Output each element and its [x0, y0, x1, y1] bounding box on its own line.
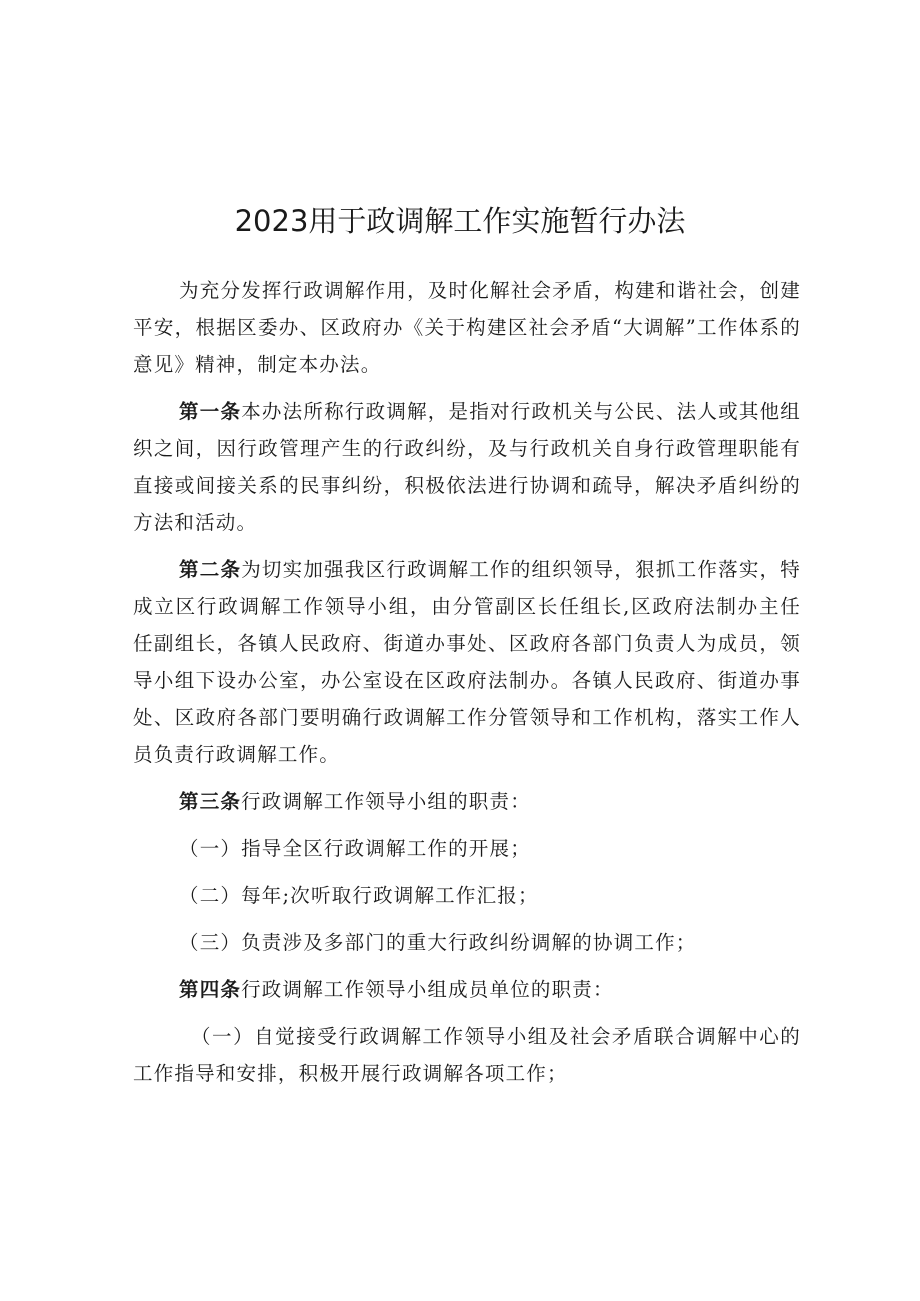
article-1-text: 本办法所称行政调解，是指对行政机关与公民、法人或其他组织之间，因行政管理产生的行政纠纷，及与行政机关自身行政管理职能有直接或间接关系的民事纠纷，积极依法进行协调和疏导，解决矛盾纠纷的方法和活动。: [133, 400, 801, 534]
article-1-label: 第一条: [179, 400, 242, 423]
article-3-text: 行政调解工作领导小组的职责：: [241, 790, 531, 813]
article-3-item-3: （三）负责涉及多部门的重大行政纠纷调解的协调工作；: [179, 931, 697, 954]
article-4-label: 第四条: [179, 978, 242, 1001]
article-3-item-1: （一）指导全区行政调解工作的开展；: [179, 837, 531, 860]
article-2-paragraph: [133, 551, 801, 773]
article-2-text: 为切实加强我区行政调解工作的组织领导，狠抓工作落实，特成立区行政调解工作领导小组，由分管副区长任组长,区政府法制办主任任副组长，各镇人民政府、街道办事处、区政府各部门负责人为成员，领导小组下设办公室，办公室设在区政府法制办。各镇人民政府、街道办事处、区政府各部门要明确行政调解工作分管领导和工作机构，落实工作人员负责行政调解工作。: [133, 558, 801, 766]
article-4-paragraph: [133, 971, 801, 1008]
article-3-item-2: （二）每年;次听取行政调解工作汇报；: [179, 884, 539, 907]
article-3-label: 第三条: [179, 790, 242, 813]
article-3-paragraph: [133, 783, 801, 820]
article-2-label: 第二条: [179, 558, 242, 581]
document-title: 2023用于政调解工作实施暂行办法: [234, 204, 686, 238]
document-body: [133, 272, 801, 1092]
article-4-item-1: （一）自觉接受行政调解工作领导小组及社会矛盾联合调解中心的工作指导和安排，积极开展行政调解各项工作；: [133, 1025, 801, 1085]
article-1-paragraph: [133, 393, 801, 541]
article-4-text: 行政调解工作领导小组成员单位的职责：: [241, 978, 614, 1001]
preamble-paragraph: 为充分发挥行政调解作用，及时化解社会矛盾，构建和谐社会，创建平安，根据区委办、区政府办《关于构建区社会矛盾“大调解”工作体系的意见》精神，制定本办法。: [133, 279, 801, 376]
